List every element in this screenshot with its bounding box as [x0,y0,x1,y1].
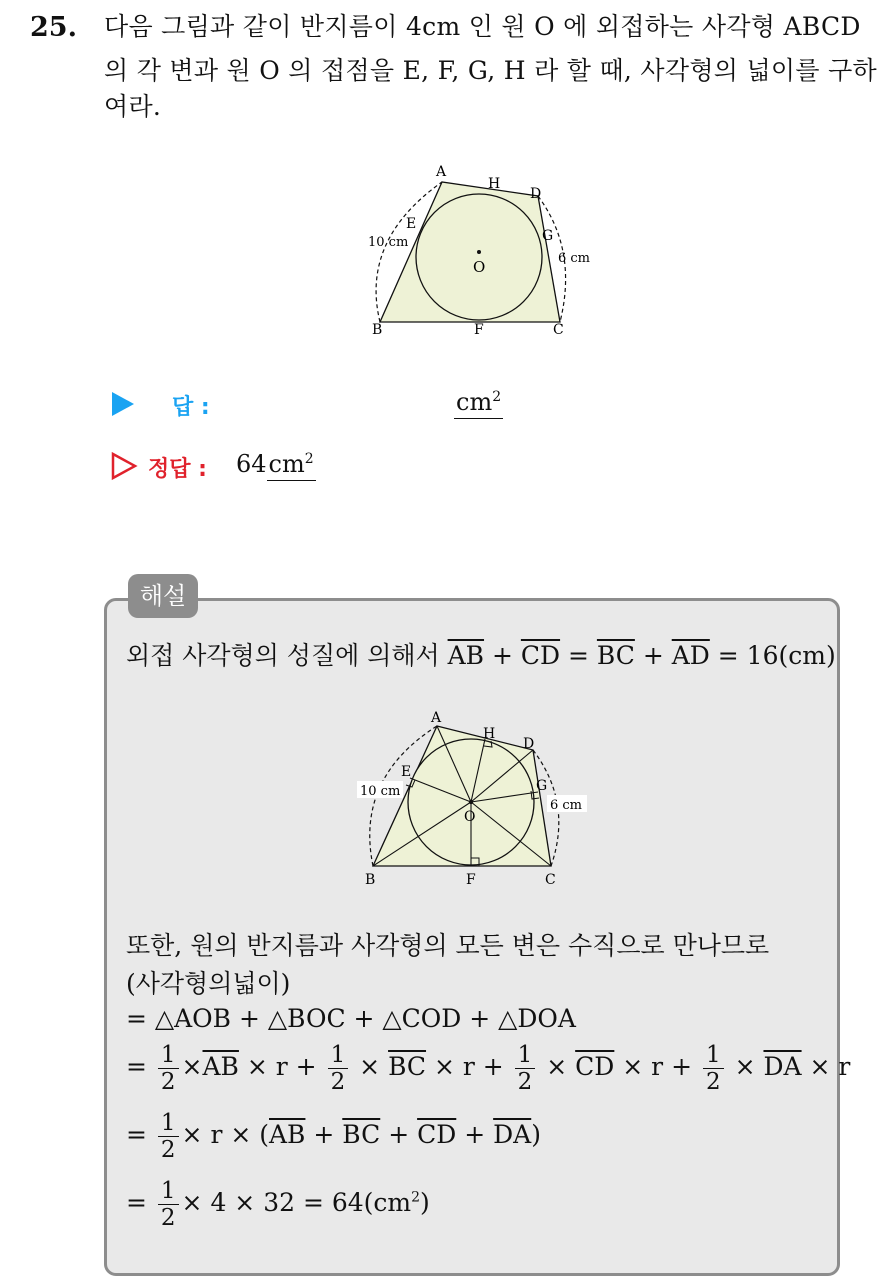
answer-marker-icon [112,392,134,416]
correct-unit: cm [268,450,305,478]
label-D: D [530,186,542,202]
label2-G: G [536,778,548,794]
solution-tag: 해설 [128,574,198,618]
label-A: A [436,164,447,180]
label2-B: B [365,872,376,888]
correct-value: 64 [236,450,267,478]
label2-C: C [545,872,556,888]
label2-F: F [466,872,476,888]
label2-6cm: 6 cm [550,798,583,813]
incircle [416,194,542,320]
question-line-2: 의 각 변과 원 O 의 접점을 E, F, G, H 라 할 때, 사각형의 넓이를 구하 [104,56,877,85]
label-C: C [553,322,564,338]
label-E: E [406,216,417,232]
label2-10cm: 10 cm [360,784,401,799]
figure-quadrilateral-radii [355,708,595,893]
label-G: G [542,228,554,244]
question-line-1: 다음 그림과 같이 반지름이 4cm 인 원 O 에 외접하는 사각형 ABCD [104,12,861,41]
answer-unit-exp: 2 [492,389,502,405]
label2-A: A [431,710,442,726]
figure-quadrilateral [360,160,600,340]
solution-line-4: = △AOB + △BOC + △COD + △DOA [126,1004,576,1033]
label-B: B [372,322,383,338]
label-6cm: 6 cm [558,251,591,266]
solution-line-2: 또한, 원의 반지름과 사각형의 모든 변은 수직으로 만나므로 [126,931,770,960]
answer-label: 답 : [172,395,210,420]
label2-D: D [523,736,535,752]
answer-unit: cm [456,388,493,416]
solution-line-3: (사각형의넓이) [126,969,291,998]
question-line-3: 여라. [104,92,162,121]
label-10cm: 10 cm [368,235,409,250]
label2-H: H [483,726,496,742]
label2-O: O [464,809,476,825]
label-H: H [488,176,501,192]
question-number: 25. [30,12,77,43]
correct-unit-exp: 2 [304,451,314,467]
solution-line-6: = $\frac{1}{2}$ × $r \times (\overline{AB} + \overline{BC} + \overline{CD} + \overline{DA})$ [126,1110,541,1163]
solution-line-7: = $\frac{1}{2}$ × $4 \times 32 = 64(cm^2)$ [126,1178,430,1231]
correct-label: 정답 : [148,457,207,482]
label2-E: E [401,764,412,780]
correct-answer [236,450,316,478]
label-F: F [474,322,484,338]
label-O: O [473,258,486,276]
center-dot [477,250,481,254]
correct-marker-icon [110,451,138,481]
solution-line-1: 외접 사각형의 성질에 의해서 $\overline{AB} + \overline{CD} = \overline{BC} + \overline{AD} = 16(cm)$ [126,641,836,670]
solution-line-5: = $\frac{1}{2}$ $\times\overline{AB} \times r$ + $\frac{1}{2}$ × $\overline{BC} \times r$ + $\frac{1}{2}$ × $\overline{CD} \times r$ + $\frac{1}{2}$ × $\overline{DA} \times r$ [126,1042,851,1095]
answer-blank[interactable] [454,388,503,419]
